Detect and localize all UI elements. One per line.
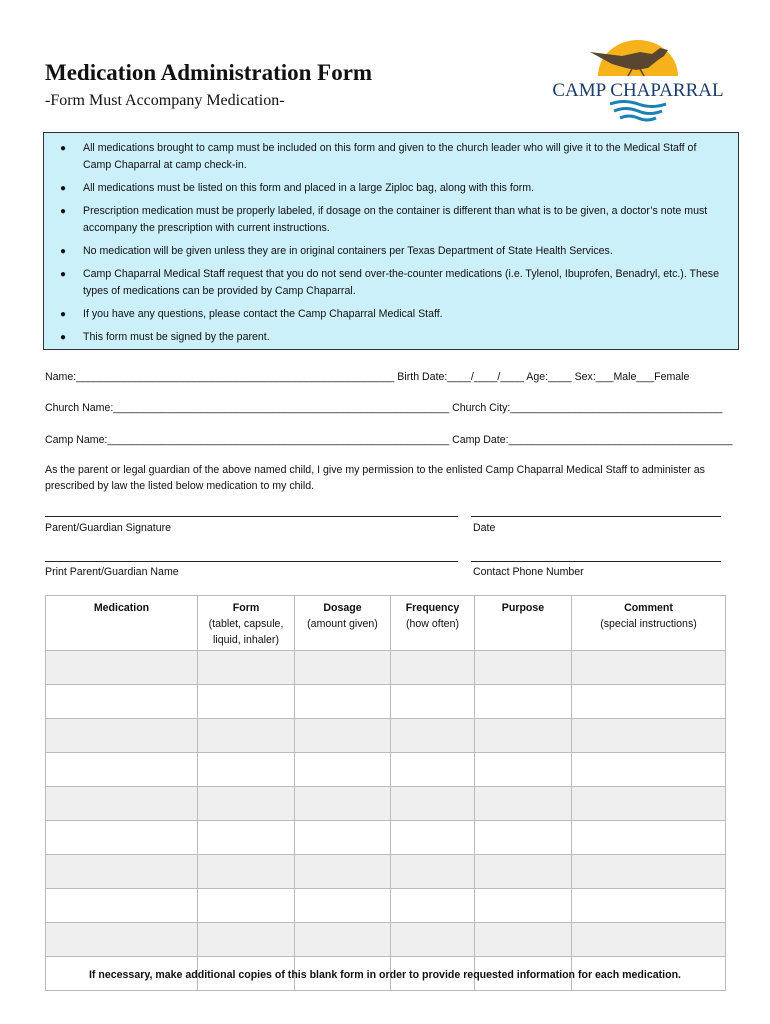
table-cell[interactable] [198,821,295,855]
footer-note: If necessary, make additional copies of this blank form in order to provide requested information for each medication. [88,969,681,981]
consent-text: As the parent or legal guardian of the above named child, I give my permission to the enlisted Camp Chaparral Medical Staff to administer as prescribed by law the listed below medication to my child. [45,464,705,492]
table-cell[interactable] [572,889,726,923]
table-cell[interactable] [391,787,475,821]
phone-label: Contact Phone Number [473,566,584,578]
date-label: Date [473,522,496,534]
header-dosage: Dosage (amount given) [295,596,391,651]
header-comment: Comment (special instructions) [572,596,726,651]
medication-table-body [46,651,726,991]
table-cell[interactable] [46,719,198,753]
camp-chaparral-logo [552,38,724,122]
print-name-label: Print Parent/Guardian Name [45,566,179,578]
bullet-icon: ● [60,143,67,154]
table-row [46,821,726,855]
table-cell[interactable] [475,719,572,753]
table-cell[interactable] [198,719,295,753]
table-cell[interactable] [295,753,391,787]
parent-signature-label: Parent/Guardian Signature [45,522,172,534]
table-cell[interactable] [295,787,391,821]
table-row [46,923,726,957]
table-cell[interactable] [198,651,295,685]
phone-line[interactable] [471,561,721,562]
instructions-list [44,133,738,346]
instruction-item: ● Camp Chaparral Medical Staff request that you do not send over-the-counter medications (i.e. Tylenol, Ibuprofen, Benadryl, etc.). These types of medications can be provided by Camp Chaparral. [60,268,719,297]
header-frequency: Frequency (how often) [391,596,475,651]
instruction-item: ● If you have any questions, please contact the Camp Chaparral Medical Staff. [44,306,724,323]
instructions-box [43,132,739,350]
form-title: Medication Administration Form [45,60,373,85]
table-cell[interactable] [475,787,572,821]
header-medication: Medication [46,596,198,651]
table-cell[interactable] [295,651,391,685]
header-purpose: Purpose [475,596,572,651]
medication-table [45,595,726,991]
instruction-item: ● No medication will be given unless they are in original containers per Texas Department of State Health Services. [44,243,724,260]
table-cell[interactable] [572,821,726,855]
table-cell[interactable] [475,753,572,787]
table-cell[interactable] [198,923,295,957]
table-cell[interactable] [46,889,198,923]
table-cell[interactable] [295,821,391,855]
table-cell[interactable] [46,787,198,821]
table-cell[interactable] [198,753,295,787]
table-cell[interactable] [391,685,475,719]
table-cell[interactable] [572,719,726,753]
table-cell[interactable] [391,753,475,787]
table-cell[interactable] [295,719,391,753]
table-cell[interactable] [391,719,475,753]
table-cell[interactable] [295,889,391,923]
table-cell[interactable] [475,685,572,719]
table-row [46,685,726,719]
table-cell[interactable] [46,821,198,855]
table-cell[interactable] [572,855,726,889]
camp-field[interactable]: Camp Name:__________________________________________________________ Camp Date:______________________________________ [45,434,733,446]
parent-signature-line[interactable] [45,516,458,517]
table-cell[interactable] [572,787,726,821]
table-cell[interactable] [572,923,726,957]
table-cell[interactable] [572,685,726,719]
bullet-icon: ● [60,183,67,194]
table-cell[interactable] [295,685,391,719]
name-birthdate-field[interactable]: Name:______________________________________________________ Birth Date:____/____/____ Age:____ Sex:___Male___Female [45,371,690,383]
instruction-item: ● All medications brought to camp must be included on this form and given to the church leader who will give it to the Medical Staff of Camp Chaparral at camp check-in. [60,142,697,171]
table-cell[interactable] [475,855,572,889]
logo-wordmark: CAMP CHAPARRAL [552,80,724,101]
table-cell[interactable] [198,787,295,821]
table-cell[interactable] [198,855,295,889]
table-cell[interactable] [46,685,198,719]
header-form: Form (tablet, capsule, liquid, inhaler) [198,596,295,651]
table-row [46,787,726,821]
table-cell[interactable] [475,821,572,855]
table-cell[interactable] [572,753,726,787]
table-row [46,855,726,889]
instruction-item: ● This form must be signed by the parent. [44,329,724,346]
table-row [46,651,726,685]
table-cell[interactable] [391,855,475,889]
table-cell[interactable] [46,753,198,787]
instruction-item: ● Prescription medication must be properly labeled, if dosage on the container is different than what is to be given, a doctor’s note must accompany the prescription with current instructions. [60,205,708,234]
table-cell[interactable] [198,685,295,719]
date-line[interactable] [471,516,721,517]
table-cell[interactable] [475,923,572,957]
church-field[interactable]: Church Name:_________________________________________________________ Church City:____________________________________ [45,402,723,414]
table-cell[interactable] [295,923,391,957]
table-cell[interactable] [391,821,475,855]
table-cell[interactable] [475,889,572,923]
print-name-line[interactable] [45,561,458,562]
table-row [46,889,726,923]
table-cell[interactable] [391,889,475,923]
table-cell[interactable] [572,651,726,685]
table-row [46,753,726,787]
waves-icon [610,102,666,121]
table-cell[interactable] [295,855,391,889]
table-cell[interactable] [475,651,572,685]
table-cell[interactable] [46,651,198,685]
bullet-icon: ● [60,246,67,257]
table-cell[interactable] [391,651,475,685]
table-cell[interactable] [391,923,475,957]
table-row [46,719,726,753]
bullet-icon: ● [60,332,67,343]
bullet-icon: ● [60,309,67,320]
table-cell[interactable] [46,923,198,957]
form-subtitle: -Form Must Accompany Medication- [45,92,285,109]
table-header-row [46,596,726,651]
table-cell[interactable] [198,889,295,923]
bullet-icon: ● [60,269,67,280]
instruction-item: ● All medications must be listed on this form and placed in a large Ziploc bag, along with this form. [44,180,724,197]
table-cell[interactable] [46,855,198,889]
bullet-icon: ● [60,206,67,217]
